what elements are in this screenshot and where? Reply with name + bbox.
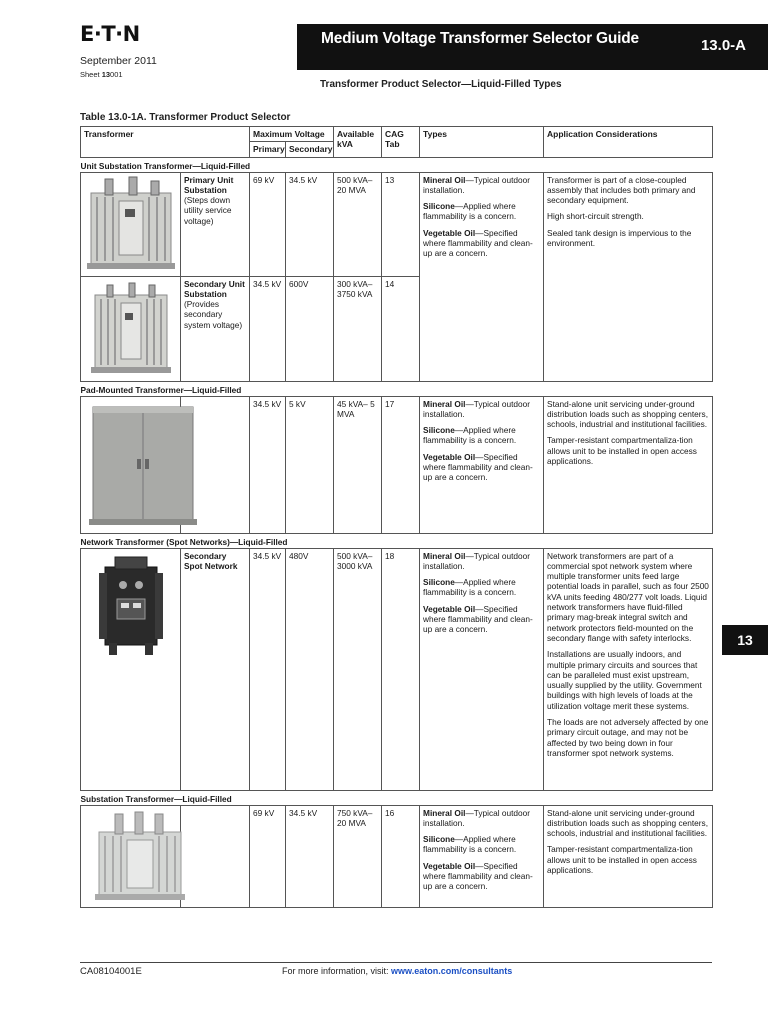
secondary-unit-substation-image: [85, 281, 177, 378]
type-vegetable-oil: Vegetable Oil—Specified where flammability and clean-up are a concern.: [423, 603, 533, 635]
transformer-desc: (Provides secondary system voltage): [184, 299, 243, 330]
col-header-types: Types: [420, 127, 544, 158]
transformer-desc: (Steps down utility service voltage): [184, 195, 232, 226]
available-kva: 500 kVA– 3000 kVA: [334, 548, 382, 790]
catalog-code: CA08104001E: [80, 966, 142, 977]
table-row: [81, 396, 713, 533]
transformer-name: Primary Unit Substation: [184, 174, 234, 195]
section-title-unit-substation: Unit Substation Transformer—Liquid-Filled: [81, 157, 713, 172]
image-cell: [81, 172, 181, 276]
table-row: [81, 805, 713, 907]
available-kva: 500 kVA– 20 MVA: [334, 172, 382, 276]
eaton-logo: E·T·N: [80, 22, 140, 46]
col-header-application: Application Considerations: [544, 127, 713, 158]
application-text: Tamper-resistant compartmentaliza-tion allows unit to be installed in open access applications.: [547, 435, 697, 467]
section-title-pad-mounted: Pad-Mounted Transformer—Liquid-Filled: [81, 381, 713, 396]
application-text: Stand-alone unit servicing under-ground distribution loads such as shopping centers, schools, industrial and institutional facilities.: [547, 398, 708, 430]
col-header-kva: Available kVA: [334, 127, 382, 158]
application-text: High short-circuit strength.: [547, 211, 644, 222]
secondary-voltage: 34.5 kV: [286, 805, 334, 907]
transformer-name-cell: [181, 172, 250, 276]
network-transformer-image: [95, 555, 167, 659]
publication-date: September 2011: [80, 55, 157, 67]
type-vegetable-oil: Vegetable Oil—Specified where flammability and clean-up are a concern.: [423, 451, 533, 483]
image-cell: [81, 396, 181, 533]
type-mineral-oil: Mineral Oil—Typical outdoor installation.: [423, 174, 531, 195]
application-text: Sealed tank design is impervious to the environment.: [547, 227, 692, 249]
application-text: The loads are not adversely affected by one primary circuit outage, and may not be affected by two being down in four transformer spot network systems.: [547, 717, 709, 758]
primary-voltage: 34.5 kV: [250, 396, 286, 533]
application-text: Stand-alone unit servicing under-ground distribution loads such as shopping centers, schools, industrial and institutional facilities.: [547, 807, 708, 839]
type-mineral-oil: Mineral Oil—Typical outdoor installation.: [423, 807, 531, 828]
sheet-number: Sheet 13001: [80, 70, 123, 79]
section-title-network: Network Transformer (Spot Networks)—Liquid-Filled: [81, 533, 713, 548]
primary-voltage: 69 kV: [250, 172, 286, 276]
cag-tab: 13: [382, 172, 420, 276]
type-vegetable-oil: Vegetable Oil—Specified where flammability and clean-up are a concern.: [423, 860, 533, 892]
transformer-name-cell: [181, 276, 250, 381]
consultants-link[interactable]: www.eaton.com/consultants: [391, 966, 513, 976]
application-cell: [544, 548, 713, 790]
type-mineral-oil: Mineral Oil—Typical outdoor installation.: [423, 398, 531, 419]
pad-mounted-transformer-image: [85, 401, 201, 529]
type-silicone: Silicone—Applied where flammability is a concern.: [423, 834, 517, 855]
application-cell: [544, 172, 713, 381]
col-header-transformer: Transformer: [81, 127, 250, 158]
table-title: Table 13.0-1A. Transformer Product Selector: [80, 112, 291, 123]
type-silicone: Silicone—Applied where flammability is a concern.: [423, 577, 517, 598]
footer-divider: [80, 962, 712, 963]
cag-tab: 16: [382, 805, 420, 907]
available-kva: 45 kVA– 5 MVA: [334, 396, 382, 533]
col-header-max-voltage: Maximum Voltage: [250, 127, 334, 142]
cag-tab: 18: [382, 548, 420, 790]
col-header-secondary: Secondary: [286, 142, 334, 157]
types-cell: [420, 805, 544, 907]
section-number: 13.0-A: [700, 37, 746, 54]
type-silicone: Silicone—Applied where flammability is a concern.: [423, 201, 517, 222]
image-cell: [81, 805, 181, 907]
type-silicone: Silicone—Applied where flammability is a concern.: [423, 425, 517, 446]
application-text: Transformer is part of a close-coupled assembly that includes both primary and secondary equipment.: [547, 174, 696, 206]
cag-tab: 14: [382, 276, 420, 381]
types-cell: [420, 172, 544, 381]
primary-unit-substation-image: [85, 175, 177, 273]
footer-info: For more information, visit: www.eaton.com/consultants: [282, 966, 513, 976]
available-kva: 300 kVA– 3750 kVA: [334, 276, 382, 381]
application-cell: [544, 396, 713, 533]
application-text: Network transformers are part of a commercial spot network system where multiple transformer units feed large potential loads in parallel, such as four 2500 kVA units feeding 480/277 volt loads. Liquid network transformers have fluid-filled primary mag-break integral switch and network protectors field-mounted on the secondary flange with safety interlocks.: [547, 550, 709, 643]
types-cell: [420, 396, 544, 533]
primary-voltage: 34.5 kV: [250, 276, 286, 381]
application-cell: [544, 805, 713, 907]
secondary-voltage: 5 kV: [286, 396, 334, 533]
transformer-name: Secondary Spot Network: [184, 550, 238, 571]
page-title: Medium Voltage Transformer Selector Guide: [321, 30, 639, 47]
col-header-cag: CAG Tab: [382, 127, 420, 158]
types-cell: [420, 548, 544, 790]
transformer-name: Secondary Unit Substation: [184, 278, 245, 299]
secondary-voltage: 600V: [286, 276, 334, 381]
application-text: Installations are usually indoors, and multiple primary circuits and sources that can be paralleled must exist upstream, usually supplied by the utility. Government buildings with high levels of loads at the utilization voltage merit these systems.: [547, 649, 702, 711]
secondary-voltage: 480V: [286, 548, 334, 790]
available-kva: 750 kVA– 20 MVA: [334, 805, 382, 907]
type-mineral-oil: Mineral Oil—Typical outdoor installation.: [423, 550, 531, 571]
cag-tab: 17: [382, 396, 420, 533]
transformer-name-cell: [181, 548, 250, 790]
table-row: [81, 172, 713, 276]
section-title-substation: Substation Transformer—Liquid-Filled: [81, 790, 713, 805]
table-header-row: [81, 127, 713, 142]
substation-transformer-image: [85, 810, 195, 904]
secondary-voltage: 34.5 kV: [286, 172, 334, 276]
table-row: [81, 548, 713, 790]
primary-voltage: 34.5 kV: [250, 548, 286, 790]
image-cell: [81, 548, 181, 790]
product-selector-table: [80, 126, 713, 908]
col-header-primary: Primary: [250, 142, 286, 157]
image-cell: [81, 276, 181, 381]
page-subtitle: Transformer Product Selector—Liquid-Filled Types: [320, 79, 562, 90]
primary-voltage: 69 kV: [250, 805, 286, 907]
section-side-tab[interactable]: 13: [722, 625, 768, 655]
application-text: Tamper-resistant compartmentaliza-tion allows unit to be installed in open access applications.: [547, 844, 697, 876]
type-vegetable-oil: Vegetable Oil—Specified where flammability and clean-up are a concern.: [423, 227, 533, 259]
header-bar: [297, 24, 768, 70]
